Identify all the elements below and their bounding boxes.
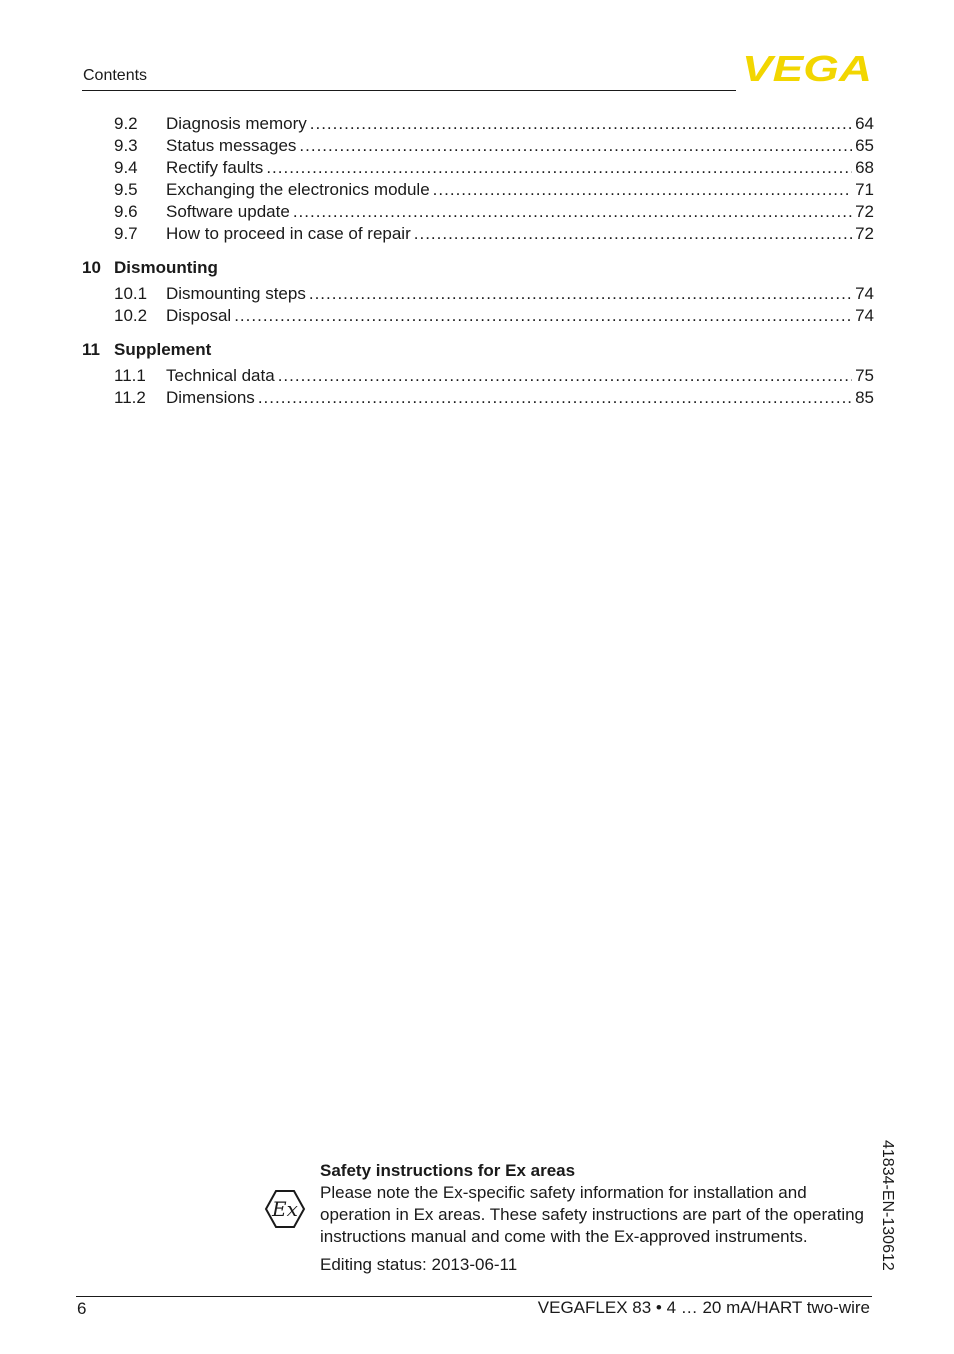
chapter-title: Dismounting — [114, 258, 218, 277]
toc-leader-dots — [310, 113, 852, 135]
document-code: 41834-EN-130612 — [879, 1140, 896, 1271]
table-of-contents — [82, 113, 874, 409]
toc-leader-dots — [299, 135, 852, 157]
toc-entry-number: 9.5 — [114, 180, 138, 199]
toc-entry-page: 75 — [855, 366, 874, 385]
chapter-title: Supplement — [114, 340, 212, 359]
svg-text:Ex: Ex — [272, 1197, 298, 1221]
toc-entry[interactable] — [82, 305, 874, 327]
toc-entry-title: Dimensions — [166, 388, 255, 407]
toc-leader-dots — [278, 365, 852, 387]
chapter-9-entries — [82, 113, 874, 245]
toc-entry-title: Dismounting steps — [166, 284, 306, 303]
toc-entry-page: 74 — [855, 284, 874, 303]
editing-status: Editing status: 2013-06-11 — [320, 1255, 518, 1274]
toc-entry-page: 85 — [855, 388, 874, 407]
page-number: 6 — [77, 1299, 87, 1318]
toc-entry[interactable] — [82, 365, 874, 387]
page-section-label: Contents — [83, 67, 148, 84]
toc-entry-number: 10.1 — [114, 284, 148, 303]
toc-entry-number: 9.4 — [114, 158, 138, 177]
notice-body: Please note the Ex-specific safety information for installation and operation in Ex areas. These safety instructions are part of the operating instructions manual and come with the Ex-approved instruments. — [320, 1183, 864, 1246]
toc-entry[interactable] — [82, 387, 874, 409]
toc-entry-title: Status messages — [166, 136, 297, 155]
toc-leader-dots — [414, 223, 852, 245]
toc-leader-dots — [433, 179, 852, 201]
toc-entry[interactable] — [82, 283, 874, 305]
toc-entry-title: Software update — [166, 202, 290, 221]
svg-text:VEGA: VEGA — [742, 52, 872, 84]
ex-safety-notice — [320, 1160, 875, 1276]
toc-entry[interactable] — [82, 135, 874, 157]
toc-leader-dots — [266, 157, 852, 179]
toc-entry[interactable] — [82, 157, 874, 179]
toc-entry-title: Diagnosis memory — [166, 114, 307, 133]
toc-entry-title: How to proceed in case of repair — [166, 224, 411, 243]
toc-entry-number: 9.7 — [114, 224, 138, 243]
toc-leader-dots — [258, 387, 852, 409]
toc-entry-title: Rectify faults — [166, 158, 264, 177]
ex-icon — [264, 1189, 306, 1229]
toc-chapter-heading[interactable] — [82, 257, 874, 279]
notice-title: Safety instructions for Ex areas — [320, 1161, 576, 1180]
toc-entry-number: 9.6 — [114, 202, 138, 221]
toc-entry-page: 74 — [855, 306, 874, 325]
toc-leader-dots — [293, 201, 852, 223]
toc-entry-page: 72 — [855, 224, 874, 243]
chapter-number: 10 — [82, 258, 101, 277]
toc-leader-dots — [234, 305, 852, 327]
toc-leader-dots — [309, 283, 852, 305]
toc-entry[interactable] — [82, 201, 874, 223]
toc-entry[interactable] — [82, 223, 874, 245]
product-name: VEGAFLEX 83 • 4 … 20 mA/HART two-wire — [537, 1298, 870, 1317]
toc-entry-title: Technical data — [166, 366, 275, 385]
toc-entry-page: 64 — [855, 114, 874, 133]
vega-logo — [742, 52, 872, 84]
toc-entry-title: Disposal — [166, 306, 232, 325]
toc-entry-page: 71 — [855, 180, 874, 199]
toc-entry[interactable] — [82, 113, 874, 135]
toc-entry-number: 9.3 — [114, 136, 138, 155]
header-divider — [82, 90, 736, 91]
toc-entry-number: 9.2 — [114, 114, 138, 133]
toc-entry-number: 11.1 — [114, 366, 146, 385]
toc-entry-page: 65 — [855, 136, 874, 155]
toc-entry-title: Exchanging the electronics module — [166, 180, 430, 199]
toc-entry-page: 72 — [855, 202, 874, 221]
toc-entry-page: 68 — [855, 158, 874, 177]
toc-chapter-heading[interactable] — [82, 339, 874, 361]
toc-entry-number: 10.2 — [114, 306, 148, 325]
footer-divider — [76, 1296, 872, 1297]
chapter-number: 11 — [82, 340, 100, 359]
toc-entry-number: 11.2 — [114, 388, 146, 407]
toc-entry[interactable] — [82, 179, 874, 201]
